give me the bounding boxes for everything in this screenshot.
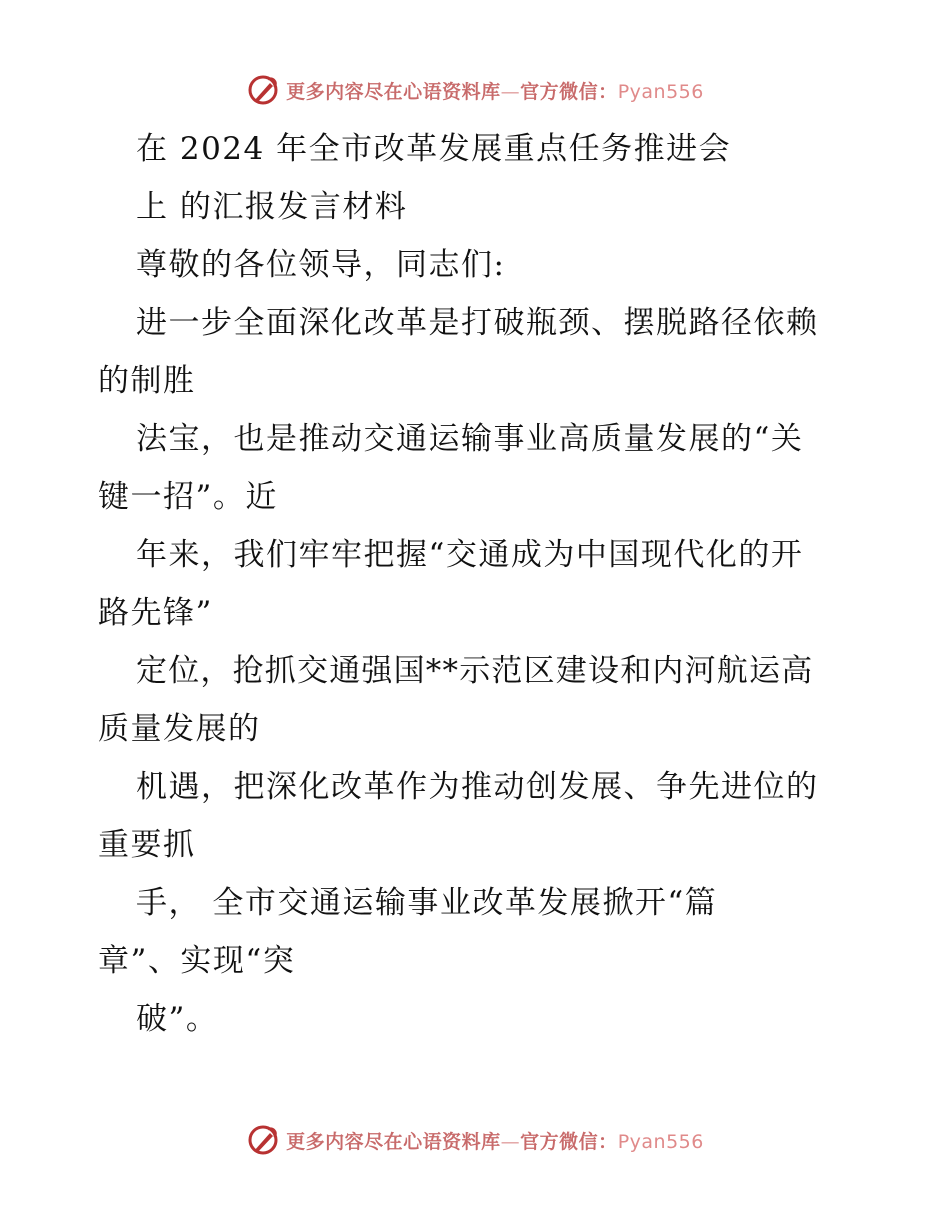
quill-logo-icon xyxy=(246,1123,280,1157)
paragraph-line: 章”、实现“突 xyxy=(98,943,296,979)
watermark-id: Pyan556 xyxy=(617,80,704,103)
paragraph-line: 年来，我们牢牢把握“交通成为中国现代化的开 xyxy=(136,537,804,573)
document-title-line-2: 上 的汇报发言材料 xyxy=(136,189,408,225)
paragraph-line: 的制胜 xyxy=(98,363,196,399)
quill-logo-icon xyxy=(246,73,280,107)
paragraph-line: 进一步全面深化改革是打破瓶颈、摆脱路径依赖 xyxy=(136,305,819,341)
salutation: 尊敬的各位领导，同志们: xyxy=(136,247,506,283)
paragraph-line: 手， 全市交通运输事业改革发展掀开“篇 xyxy=(136,885,718,921)
watermark-official: 官方微信： xyxy=(520,1130,618,1153)
watermark-id: Pyan556 xyxy=(617,1130,704,1153)
watermark-dash: — xyxy=(500,1130,521,1153)
watermark-site: 更多内容尽在心语资料库 xyxy=(286,1130,501,1153)
watermark-text xyxy=(286,77,704,104)
paragraph-line: 键一招”。近 xyxy=(98,479,278,515)
paragraph-line: 法宝，也是推动交通运输事业高质量发展的“关 xyxy=(136,421,804,457)
paragraph-line: 定位，抢抓交通强国**示范区建设和内河航运高 xyxy=(136,653,814,689)
paragraph-line: 质量发展的 xyxy=(98,711,261,747)
paragraph-line: 路先锋” xyxy=(98,595,213,631)
watermark-text xyxy=(286,1127,704,1154)
footer-watermark xyxy=(0,1120,950,1160)
paragraph-line: 重要抓 xyxy=(98,827,196,863)
watermark-official: 官方微信： xyxy=(520,80,618,103)
header-watermark xyxy=(0,70,950,110)
document-body xyxy=(98,120,858,1048)
document-title-line-1: 在 2024 年全市改革发展重点任务推进会 xyxy=(136,131,732,167)
watermark-site: 更多内容尽在心语资料库 xyxy=(286,80,501,103)
watermark-dash: — xyxy=(500,80,521,103)
paragraph-line: 破”。 xyxy=(136,1001,219,1037)
paragraph-line: 机遇，把深化改革作为推动创发展、争先进位的 xyxy=(136,769,819,805)
